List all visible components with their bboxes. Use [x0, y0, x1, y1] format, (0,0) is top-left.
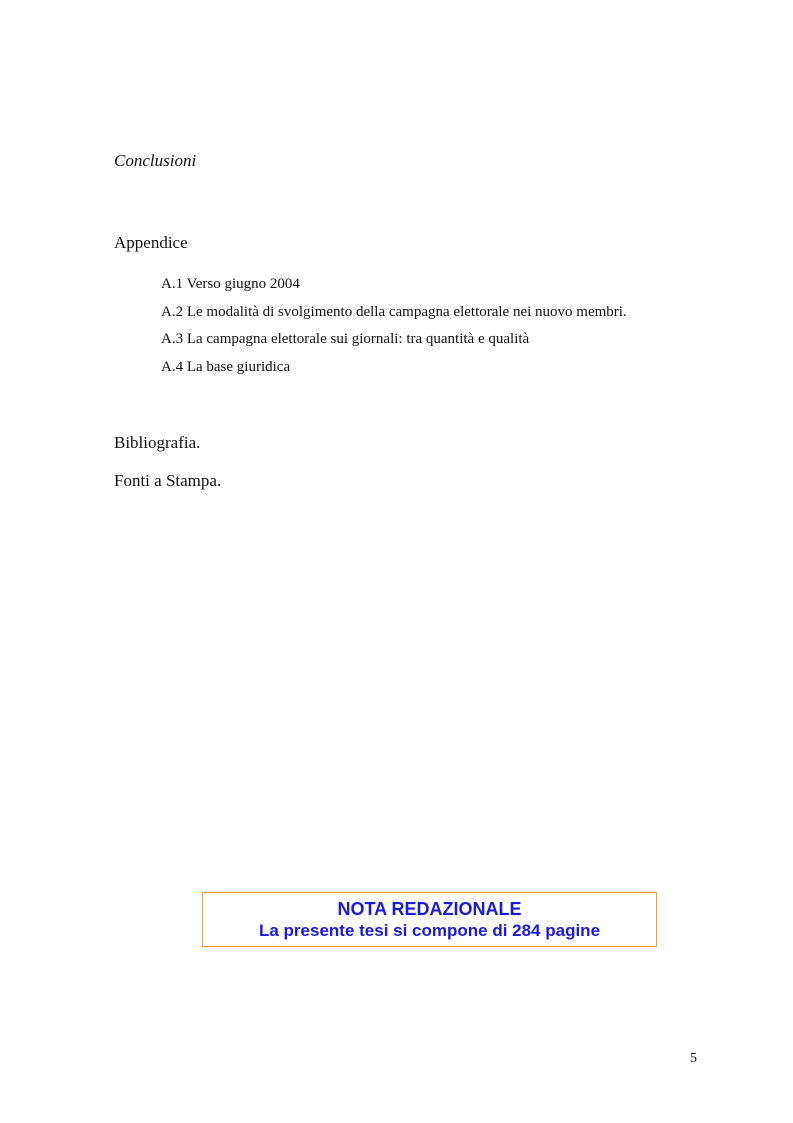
appendix-list [161, 271, 627, 381]
toc-conclusioni: Conclusioni [114, 151, 197, 170]
appendix-item: A.4 La base giuridica [161, 358, 291, 375]
editorial-note-title: NOTA REDAZIONALE [337, 898, 522, 919]
appendix-item: A.2 Le modalità di svolgimento della campagna elettorale nei nuovo membri. [161, 303, 627, 320]
editorial-note-text: La presente tesi si compone di 284 pagine [258, 920, 601, 940]
editorial-note-box [202, 892, 657, 947]
toc-bibliografia: Bibliografia. [114, 433, 201, 452]
toc-appendice: Appendice [114, 233, 188, 252]
page-number: 5 [690, 1051, 697, 1066]
appendix-item: A.1 Verso giugno 2004 [161, 276, 300, 292]
toc-fonti-a-stampa: Fonti a Stampa. [114, 471, 222, 490]
appendix-item: A.3 La campagna elettorale sui giornali: tra quantità e qualità [161, 331, 530, 347]
